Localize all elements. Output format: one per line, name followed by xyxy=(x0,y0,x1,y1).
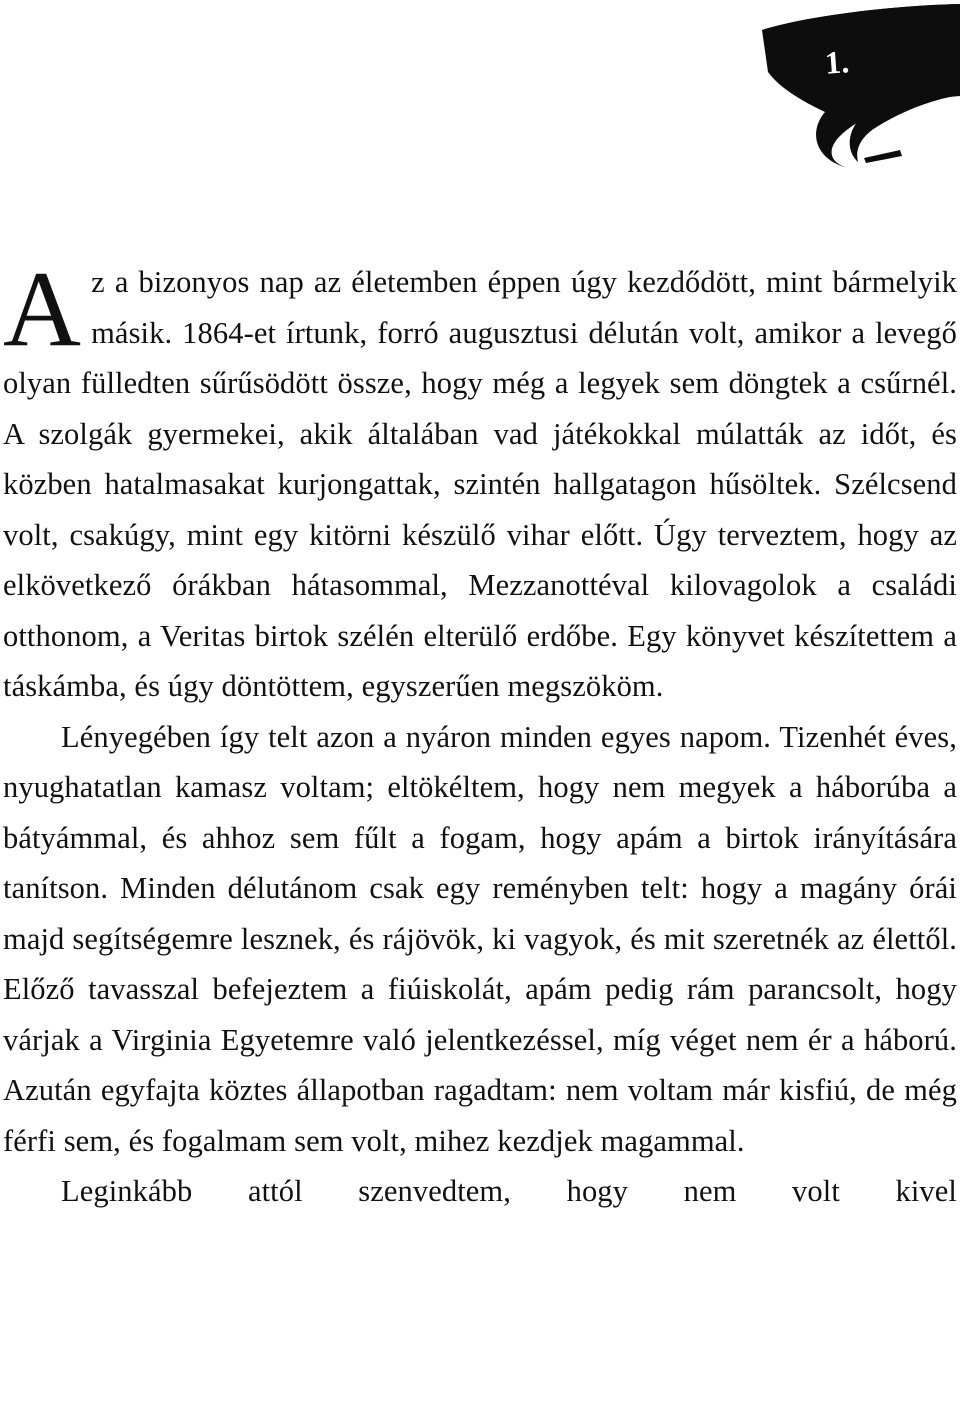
paragraph-1 xyxy=(3,250,957,712)
chapter-banner-shape xyxy=(0,0,960,180)
paragraph-3: Leginkább attól szenvedtem, hogy nem volt kivel xyxy=(61,1174,957,1208)
chapter-text xyxy=(3,250,957,1217)
paragraph-1-text: z a bizonyos nap az életemben éppen úgy kezdődött, mint bármelyik másik. 1864-et írtunk, forró augusztusi délután volt, amikor a levegő olyan fülledten sűrűsödött össze, hogy még a legyek sem döngtek a csűrnél. A szolgák gyermekei, akik általában vad játékokkal múlatták az időt, és közben hatalmasakat kurjongattak, szintén hallgatagon hűsöltek. Szélcsend volt, csakúgy, mint egy kitörni készülő vihar előtt. Úgy terveztem, hogy az elkövetkező órákban hátasommal, Mezzanottéval kilovagolok a családi otthonom, a Veritas birtok szélén elterülő erdőbe. Egy könyvet készítettem a táskámba, és úgy döntöttem, egyszerűen megszököm. xyxy=(3,265,957,703)
drop-cap: A xyxy=(3,250,82,369)
chapter-banner xyxy=(0,0,960,180)
paragraph-2: Lényegében így telt azon a nyáron minden egyes napom. Tizenhét éves, nyughatatlan kamasz voltam; eltökéltem, hogy nem megyek a háborúba a bátyámmal, és ahhoz sem fűlt a fogam, hogy apám a birtok irányítására tanítson. Minden délutánom csak egy reményben telt: hogy a magány órái majd segítségemre lesznek, és rájövök, ki vagyok, és mit szeretnék az élettől. Előző tavasszal befejeztem a fiúiskolát, apám pedig rám parancsolt, hogy várjak a Virginia Egyetemre való jelentkezéssel, míg véget nem ér a háború. Azután egyfajta köztes állapotban ragadtam: nem voltam már kisfiú, de még férfi sem, és fogalmam sem volt, mihez kezdjek magammal. xyxy=(3,719,957,1158)
chapter-number: 1. xyxy=(823,43,851,81)
